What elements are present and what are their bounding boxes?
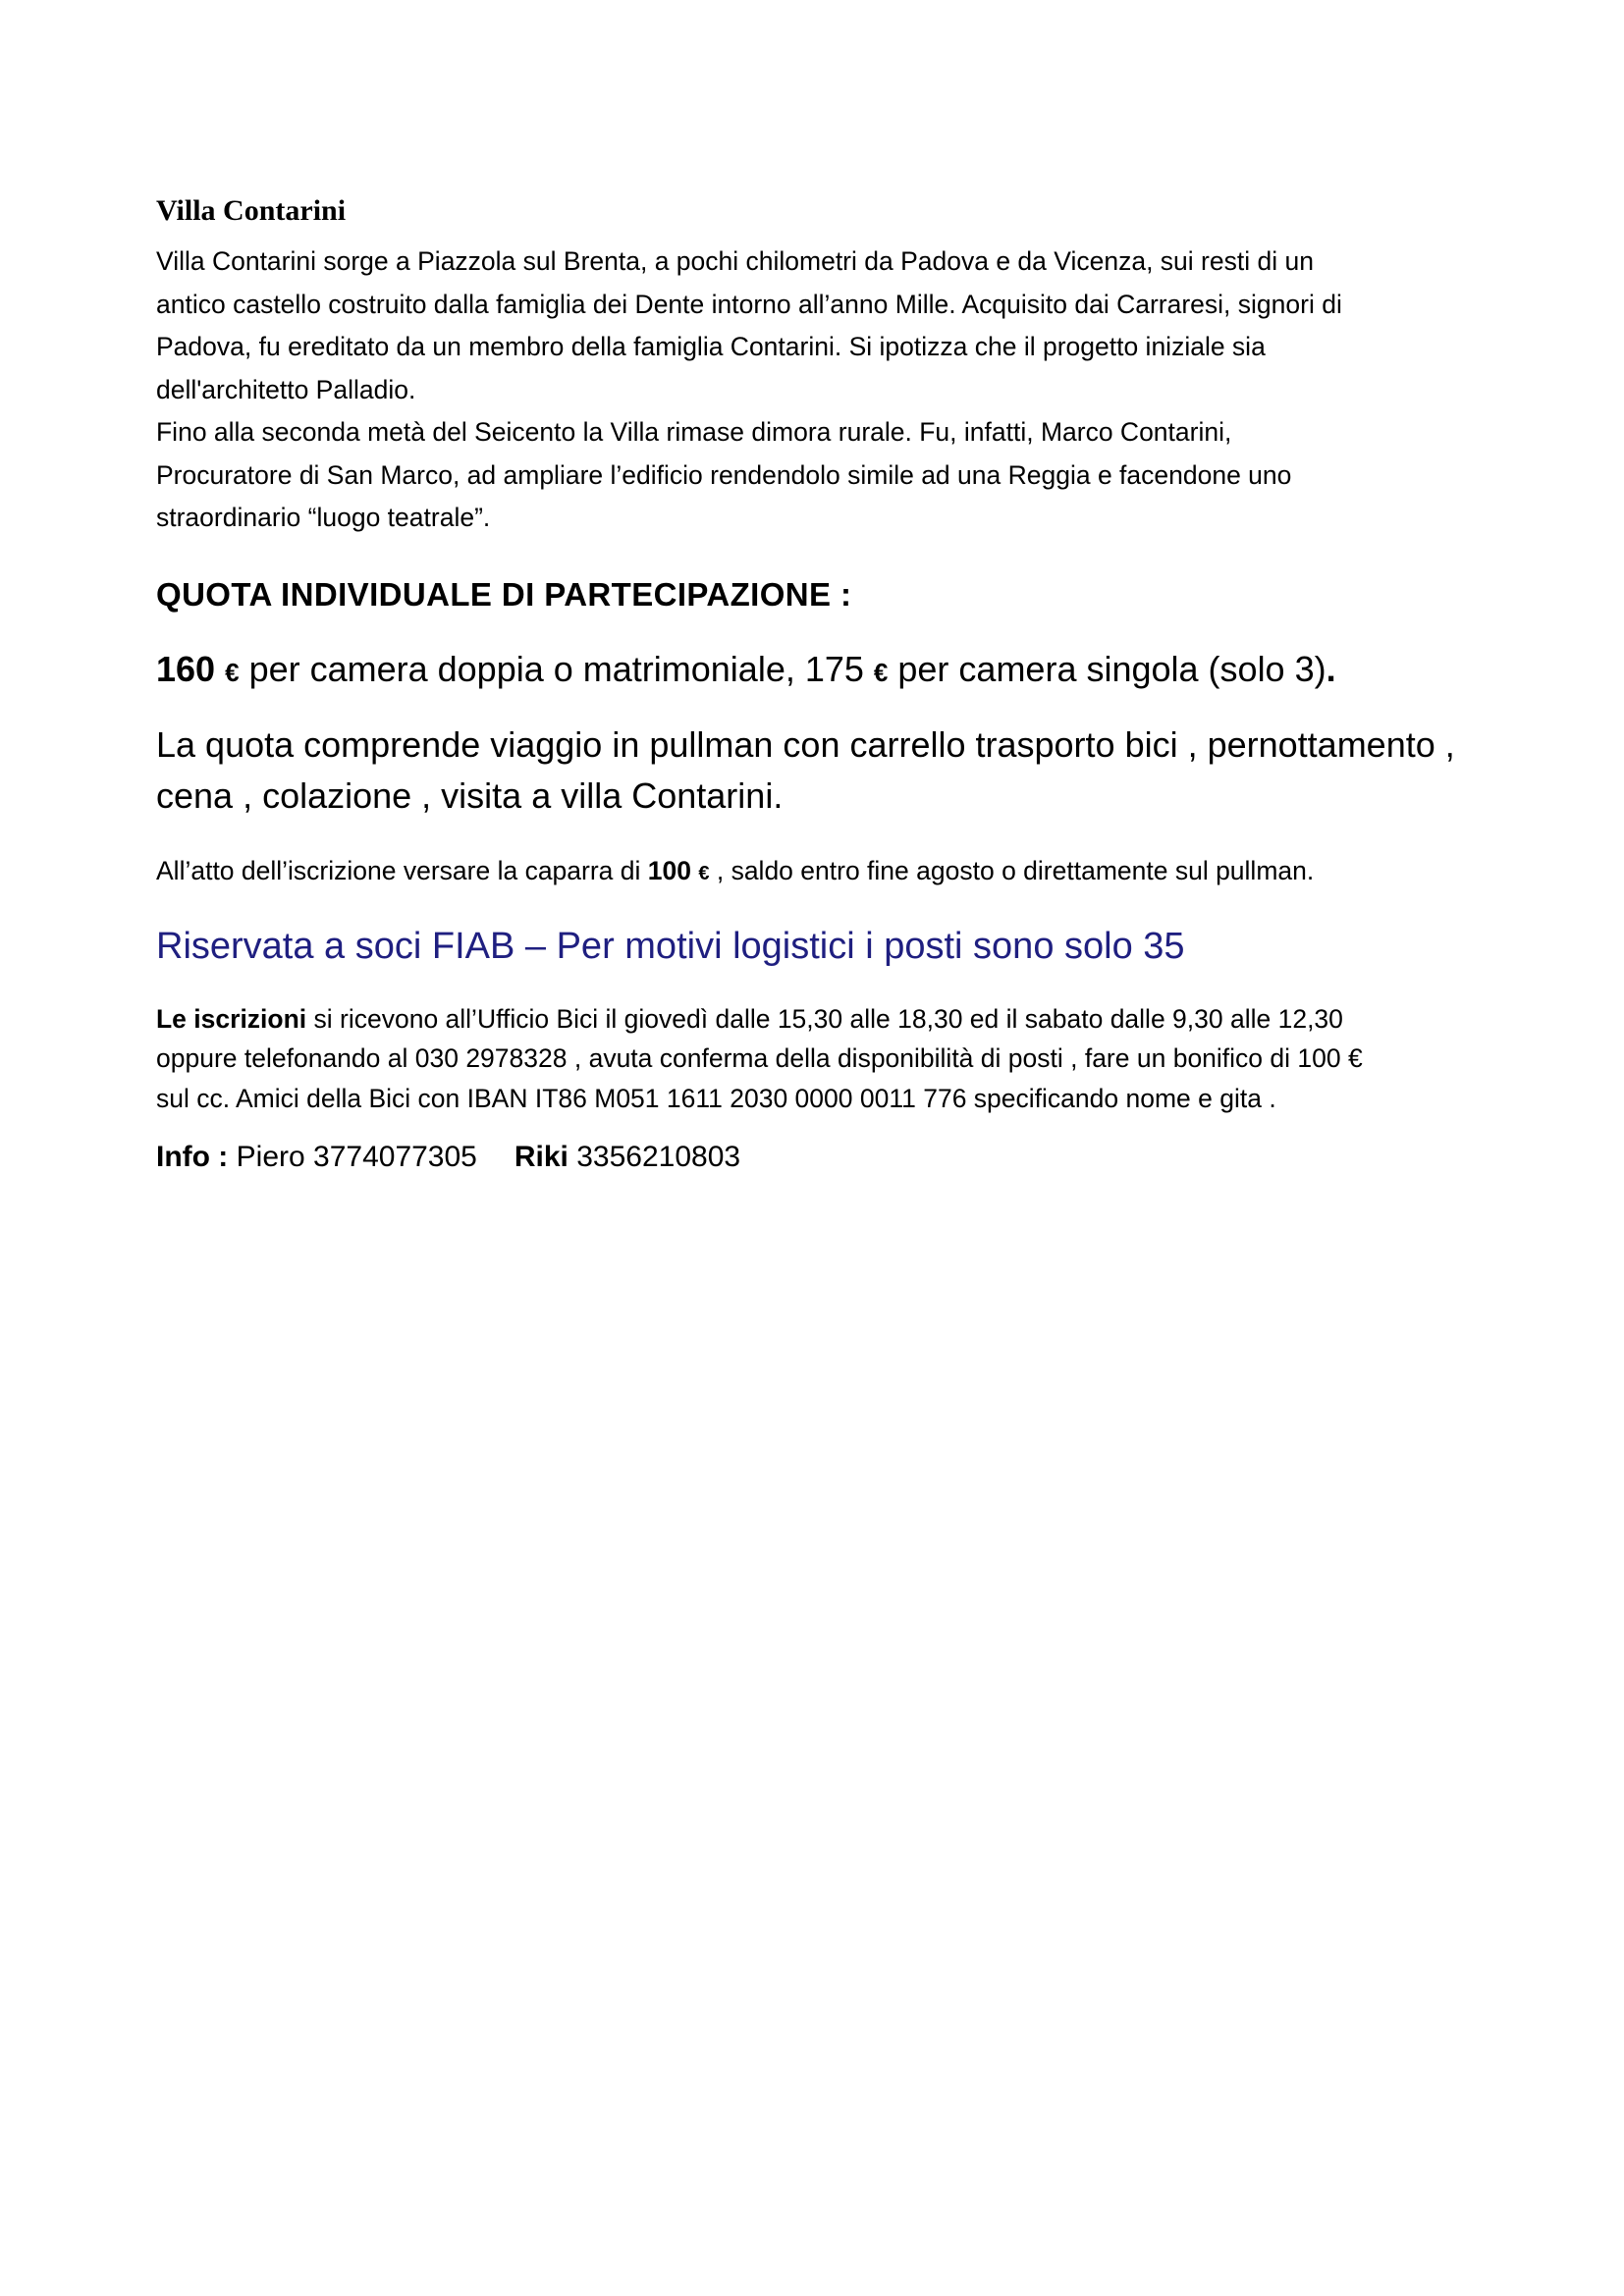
contact-riki-name: Riki xyxy=(514,1141,568,1173)
registration-text: si ricevono all’Ufficio Bici il giovedì dalle 15,30 alle 18,30 ed il sabato dalle 9,30 alle 12,30 xyxy=(306,1003,1343,1034)
includes-line: La quota comprende viaggio in pullman con carrello trasporto bici , pernottamento , xyxy=(156,723,1455,765)
euro-symbol: € xyxy=(873,657,889,687)
registration-line xyxy=(156,999,1491,1040)
euro-symbol: € xyxy=(225,657,240,687)
intro-line: Villa Contarini sorge a Piazzola sul Brenta, a pochi chilometri da Padova e da Vicenza, sui resti di un xyxy=(156,246,1314,276)
registration-line: oppure telefonando al 030 2978328 , avuta conferma della disponibilità di posti , fare un bonifico di 100 € xyxy=(156,1043,1363,1073)
reserved-notice: Riservata a soci FIAB – Per motivi logistici i posti sono solo 35 xyxy=(156,925,1185,967)
deposit-amount: 100 xyxy=(647,855,699,885)
single-text: per camera singola (solo 3) xyxy=(888,648,1326,689)
contact-piero: Piero 3774077305 xyxy=(228,1141,477,1173)
intro-paragraph xyxy=(156,240,1491,540)
includes-paragraph xyxy=(156,720,1491,822)
info-label: Info : xyxy=(156,1141,229,1173)
intro-line: Procuratore di San Marco, ad ampliare l’edificio rendendolo simile ad una Reggia e facendone uno xyxy=(156,459,1292,490)
euro-symbol: € xyxy=(698,862,710,884)
intro-line: antico castello costruito dalla famiglia dei Dente intorno all’anno Mille. Acquisito dai Carraresi, signori di xyxy=(156,289,1342,319)
intro-line: straordinario “luogo teatrale”. xyxy=(156,503,491,532)
includes-line: cena , colazione , visita a villa Contarini. xyxy=(156,774,784,816)
contact-riki-phone: 3356210803 xyxy=(568,1141,741,1173)
quota-heading: QUOTA INDIVIDUALE DI PARTECIPAZIONE : xyxy=(156,575,852,613)
document-page xyxy=(156,191,1491,1179)
price-double: 160 xyxy=(156,648,216,689)
info-line xyxy=(156,1136,1491,1179)
registration-label: Le iscrizioni xyxy=(156,1003,307,1034)
deposit-line xyxy=(156,851,1491,893)
page-title: Villa Contarini xyxy=(156,194,347,227)
registration-paragraph xyxy=(156,999,1491,1119)
double-text: per camera doppia o matrimoniale, 175 xyxy=(239,648,874,689)
intro-line: Fino alla seconda metà del Seicento la Villa rimase dimora rurale. Fu, infatti, Marco Contarini, xyxy=(156,417,1232,447)
intro-line: Padova, fu ereditato da un membro della famiglia Contarini. Si ipotizza che il progetto iniziale sia xyxy=(156,332,1266,361)
deposit-suffix: , saldo entro fine agosto o direttamente sul pullman. xyxy=(709,855,1315,885)
intro-line: dell'architetto Palladio. xyxy=(156,374,416,404)
registration-line: sul cc. Amici della Bici con IBAN IT86 M051 1611 2030 0000 0011 776 specificando nome e gita . xyxy=(156,1083,1276,1113)
sentence-end: . xyxy=(1326,648,1336,689)
prices-line xyxy=(156,644,1491,698)
deposit-prefix: All’atto dell’iscrizione versare la caparra di xyxy=(156,855,648,885)
